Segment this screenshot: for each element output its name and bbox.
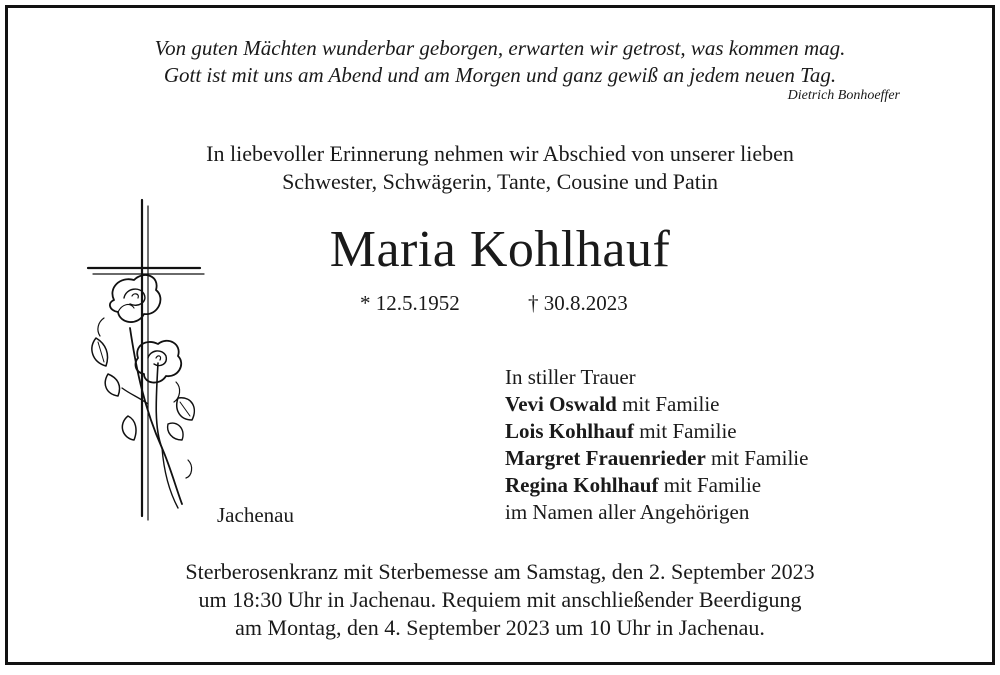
mourner-suffix: mit Familie [639, 419, 737, 443]
bonhoeffer-quote [8, 35, 992, 89]
quote-line: Von guten Mächten wunderbar geborgen, erwarten wir getrost, was kommen mag. [154, 36, 846, 60]
mourner-suffix: mit Familie [622, 392, 720, 416]
deceased-name: Maria Kohlhauf [329, 221, 671, 278]
mourners-footer: im Namen aller Angehörigen [505, 500, 750, 524]
obituary-notice [5, 5, 995, 665]
mourner-entry [505, 391, 808, 418]
intro-text [8, 140, 992, 196]
mourner-name: Vevi Oswald [505, 392, 617, 416]
service-line: Sterberosenkranz mit Sterbemesse am Samstag, den 2. September 2023 [185, 559, 815, 584]
quote-line: Gott ist mit uns am Abend und am Morgen und ganz gewiß an jedem neuen Tag. [163, 63, 837, 87]
mourner-suffix: mit Familie [663, 473, 762, 497]
service-line: um 18:30 Uhr in Jachenau. Requiem mit anschließender Beerdigung [198, 587, 802, 612]
mourner-entry [505, 445, 808, 472]
mourner-name: Lois Kohlhauf [505, 419, 634, 443]
death-date: † 30.8.2023 [528, 291, 628, 315]
mourner-name: Regina Kohlhauf [505, 473, 659, 497]
service-details [8, 558, 992, 642]
mourner-suffix: mit Familie [711, 446, 809, 470]
mourners-list [505, 364, 808, 526]
mourner-entry [505, 418, 808, 445]
mourners-header: In stiller Trauer [505, 365, 636, 389]
quote-author: Dietrich Bonhoeffer [787, 88, 900, 103]
service-line: am Montag, den 4. September 2023 um 10 Uhr in Jachenau. [235, 615, 765, 640]
mourner-entry [505, 472, 808, 499]
cross-with-roses-icon [78, 198, 218, 533]
intro-line: In liebevoller Erinnerung nehmen wir Abschied von unserer lieben [206, 141, 794, 166]
place-name: Jachenau [217, 503, 294, 527]
intro-line: Schwester, Schwägerin, Tante, Cousine und Patin [282, 169, 718, 194]
birth-date: * 12.5.1952 [360, 291, 460, 315]
mourner-name: Margret Frauenrieder [505, 446, 706, 470]
